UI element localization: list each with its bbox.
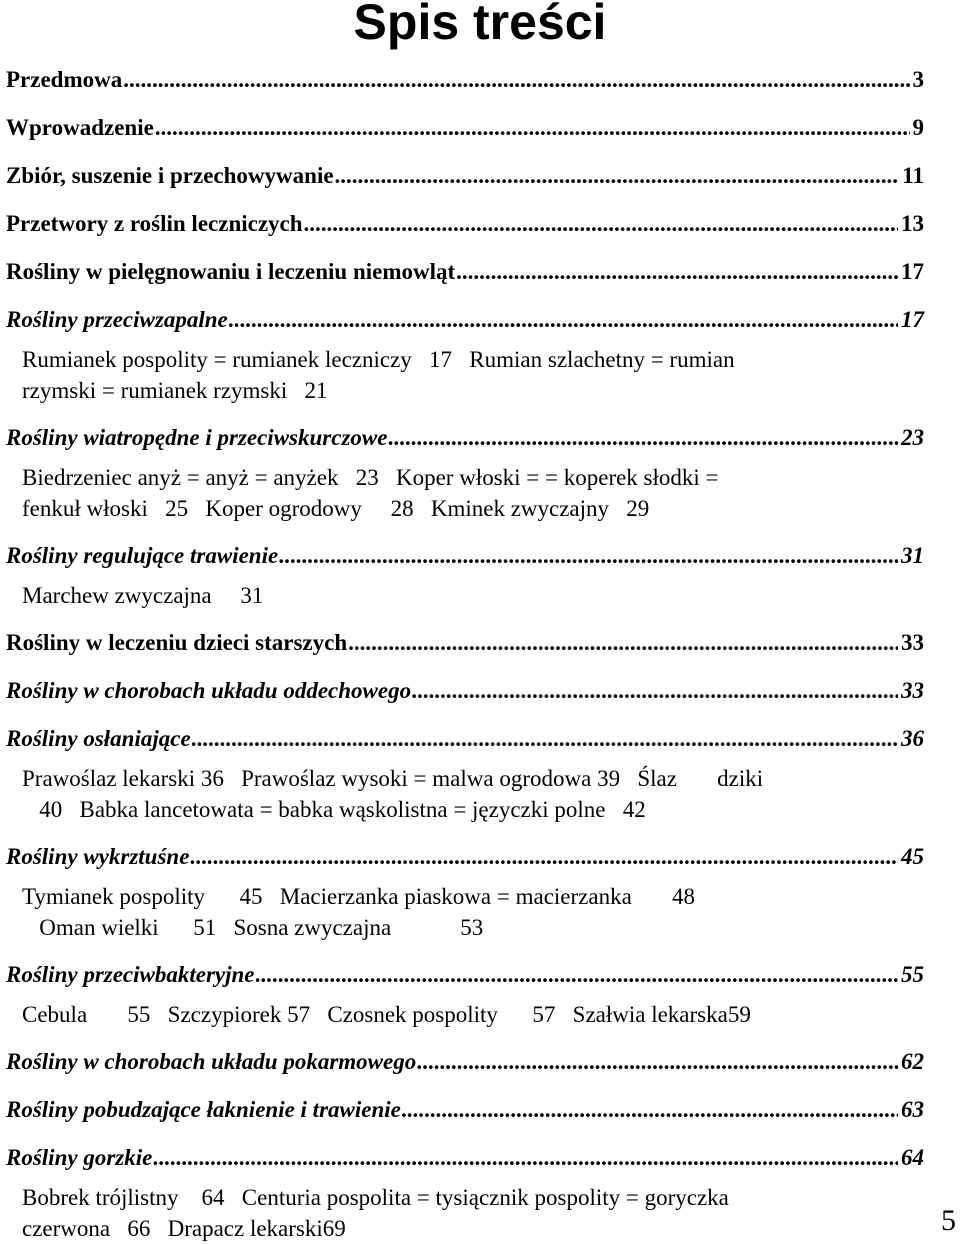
toc-entry[interactable] xyxy=(6,667,924,715)
toc-entry-page: 11 xyxy=(902,163,924,188)
dot-leader xyxy=(256,951,898,999)
toc-entry[interactable] xyxy=(6,296,924,344)
toc-entry-label: Rośliny w pielęgnowaniu i leczeniu niemowląt xyxy=(6,259,456,284)
toc-entry[interactable] xyxy=(6,1038,924,1086)
toc-entry-label: Rośliny przeciwzapalne xyxy=(6,307,228,332)
dot-leader xyxy=(335,152,900,200)
toc-entry[interactable] xyxy=(6,56,924,104)
subentry-line: Bobrek trójlistny 64 Centuria pospolita = tysiącznik pospolity = goryczka xyxy=(22,1185,729,1210)
dot-leader xyxy=(412,667,898,715)
table-of-contents xyxy=(6,56,924,1244)
toc-entry-label: Rośliny w chorobach układu oddechowego xyxy=(6,678,412,703)
subentry-line: Marchew zwyczajna 31 xyxy=(22,583,264,608)
toc-entry-page: 33 xyxy=(901,630,924,655)
toc-entry-page: 17 xyxy=(901,307,924,332)
toc-entry[interactable] xyxy=(6,1086,924,1134)
subentry-line: Biedrzeniec anyż = anyż = anyżek 23 Koper włoski = = koperek słodki = xyxy=(22,465,719,490)
toc-entry-label: Rośliny przeciwbakteryjne xyxy=(6,962,255,987)
subentry-line: Cebula 55 Szczypiorek 57 Czosnek pospolity 57 Szałwia lekarska59 xyxy=(22,1002,751,1027)
page-title: Spis treści xyxy=(353,0,607,50)
toc-entry-page: 17 xyxy=(901,259,924,284)
toc-entry-label: Rośliny w leczeniu dzieci starszych xyxy=(6,630,348,655)
toc-subentries xyxy=(6,763,924,825)
dot-leader xyxy=(153,1134,898,1182)
subentry-line: Prawoślaz lekarski 36 Prawoślaz wysoki = malwa ogrodowa 39 Ślaz dziki xyxy=(22,766,764,791)
toc-entry-page: 55 xyxy=(901,962,924,987)
dot-leader xyxy=(229,296,898,344)
dot-leader xyxy=(123,56,909,104)
dot-leader xyxy=(388,414,898,462)
toc-entry-page: 13 xyxy=(901,211,924,236)
toc-entry[interactable] xyxy=(6,833,924,881)
subentry-line: 40 Babka lancetowata = babka wąskolistna = języczki polne 42 xyxy=(22,797,646,822)
dot-leader xyxy=(279,532,898,580)
toc-entry-page: 3 xyxy=(912,67,924,92)
toc-entry[interactable] xyxy=(6,152,924,200)
toc-subentries xyxy=(6,580,924,611)
toc-entry-label: Rośliny pobudzające łaknienie i trawienie xyxy=(6,1097,401,1122)
toc-entry[interactable] xyxy=(6,104,924,152)
toc-entry[interactable] xyxy=(6,715,924,763)
toc-subentries xyxy=(6,462,924,524)
toc-entry-label: Przedmowa xyxy=(6,67,123,92)
subentry-line: Rumianek pospolity = rumianek leczniczy 17 Rumian szlachetny = rumian xyxy=(22,347,735,372)
toc-entry-page: 9 xyxy=(912,115,924,140)
dot-leader xyxy=(192,715,898,763)
toc-entry[interactable] xyxy=(6,414,924,462)
toc-subentries xyxy=(6,999,924,1030)
toc-entry[interactable] xyxy=(6,200,924,248)
toc-entry-page: 23 xyxy=(901,425,924,450)
toc-subentries xyxy=(6,881,924,943)
dot-leader xyxy=(304,200,898,248)
toc-entry[interactable] xyxy=(6,248,924,296)
dot-leader xyxy=(190,833,898,881)
dot-leader xyxy=(155,104,910,152)
toc-entry-label: Rośliny gorzkie xyxy=(6,1145,153,1170)
toc-entry[interactable] xyxy=(6,532,924,580)
toc-entry-page: 45 xyxy=(901,844,924,869)
toc-entry-page: 62 xyxy=(901,1049,924,1074)
subentry-line: Tymianek pospolity 45 Macierzanka piaskowa = macierzanka 48 xyxy=(22,884,696,909)
toc-entry-label: Rośliny wykrztuśne xyxy=(6,844,190,869)
toc-subentries xyxy=(6,344,924,406)
dot-leader xyxy=(456,248,898,296)
toc-entry-label: Rośliny regulujące trawienie xyxy=(6,543,279,568)
subentry-line: fenkuł włoski 25 Koper ogrodowy 28 Kminek zwyczajny 29 xyxy=(22,496,650,521)
toc-entry-page: 36 xyxy=(901,726,924,751)
toc-entry-label: Wprowadzenie xyxy=(6,115,154,140)
dot-leader xyxy=(348,619,898,667)
toc-entry-label: Rośliny wiatropędne i przeciwskurczowe xyxy=(6,425,388,450)
subentry-line: rzymski = rumianek rzymski 21 xyxy=(22,378,328,403)
toc-entry-label: Przetwory z roślin leczniczych xyxy=(6,211,303,236)
toc-entry[interactable] xyxy=(6,619,924,667)
toc-entry-page: 64 xyxy=(901,1145,924,1170)
toc-entry-label: Rośliny w chorobach układu pokarmowego xyxy=(6,1049,417,1074)
toc-entry-page: 63 xyxy=(901,1097,924,1122)
dot-leader xyxy=(417,1038,898,1086)
toc-entry-label: Zbiór, suszenie i przechowywanie xyxy=(6,163,334,188)
toc-subentries xyxy=(6,1182,924,1244)
toc-entry-label: Rośliny osłaniające xyxy=(6,726,191,751)
toc-entry-page: 31 xyxy=(901,543,924,568)
toc-entry[interactable] xyxy=(6,951,924,999)
subentry-line: Oman wielki 51 Sosna zwyczajna 53 xyxy=(22,915,484,940)
subentry-line: czerwona 66 Drapacz lekarski69 xyxy=(22,1216,346,1241)
dot-leader xyxy=(402,1086,898,1134)
toc-entry-page: 33 xyxy=(901,678,924,703)
toc-entry[interactable] xyxy=(6,1134,924,1182)
page-number: 5 xyxy=(941,1204,956,1237)
